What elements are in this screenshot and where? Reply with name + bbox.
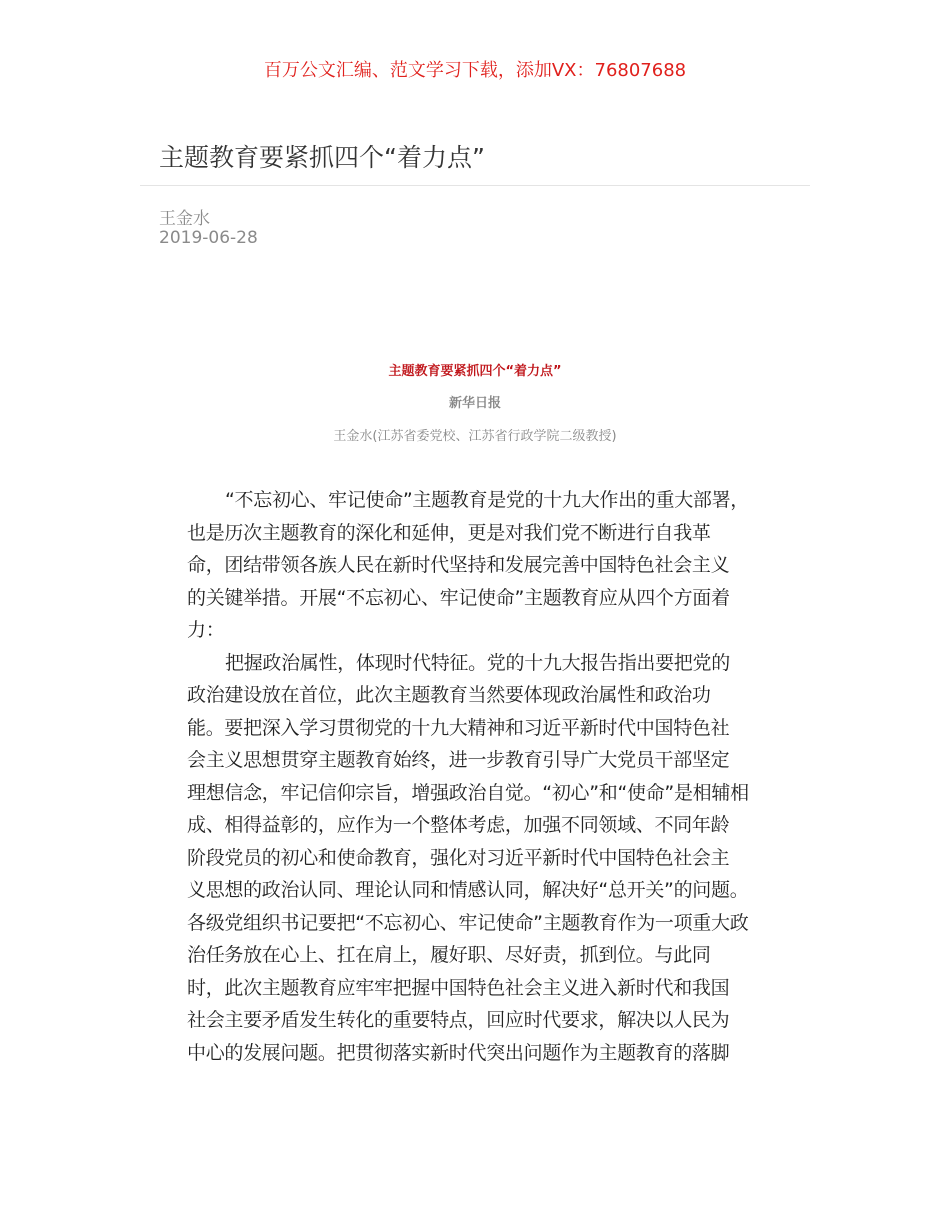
content-author-line: 王金水(江苏省委党校、江苏省行政学院二级教授) bbox=[333, 429, 617, 444]
body-line: 政治建设放在首位，此次主题教育当然要体现政治属性和政治功 bbox=[187, 684, 711, 706]
body-line: 理想信念，牢记信仰宗旨，增强政治自觉。“初心”和“使命”是相辅相 bbox=[187, 781, 749, 804]
body-line: 会主义思想贯穿主题教育始终，进一步教育引导广大党员干部坚定 bbox=[187, 749, 730, 771]
article-title: 主题教育要紧抓四个“着力点” bbox=[159, 143, 485, 172]
title-divider bbox=[140, 185, 810, 186]
article-body bbox=[187, 484, 777, 1069]
body-line: 命，团结带领各族人民在新时代坚持和发展完善中国特色社会主义 bbox=[187, 554, 730, 576]
body-line: 力： bbox=[187, 619, 225, 641]
body-line: “不忘初心、牢记使命”主题教育是党的十九大作出的重大部署， bbox=[225, 489, 749, 511]
content-source: 新华日报 bbox=[448, 396, 501, 411]
body-line: 成、相得益彰的，应作为一个整体考虑，加强不同领域、不同年龄 bbox=[187, 814, 730, 836]
body-line: 各级党组织书记要把“不忘初心、牢记使命”主题教育作为一项重大政 bbox=[187, 911, 749, 934]
body-line: 社会主要矛盾发生转化的重要特点，回应时代要求，解决以人民为 bbox=[187, 1009, 730, 1031]
article-author: 王金水 bbox=[159, 209, 210, 229]
body-line: 把握政治属性，体现时代特征。党的十九大报告指出要把党的 bbox=[225, 651, 730, 674]
body-line: 阶段党员的初心和使命教育，强化对习近平新时代中国特色社会主 bbox=[187, 846, 730, 869]
body-line: 中心的发展问题。把贯彻落实新时代突出问题作为主题教育的落脚 bbox=[187, 1041, 730, 1064]
body-line: 义思想的政治认同、理论认同和情感认同，解决好“总开关”的问题。 bbox=[187, 879, 749, 901]
body-line: 的关键举措。开展“不忘初心、牢记使命”主题教育应从四个方面着 bbox=[187, 586, 730, 609]
content-title: 主题教育要紧抓四个“着力点” bbox=[388, 364, 562, 379]
body-line: 也是历次主题教育的深化和延伸，更是对我们党不断进行自我革 bbox=[187, 521, 711, 544]
body-line: 时，此次主题教育应牢牢把握中国特色社会主义进入新时代和我国 bbox=[187, 976, 730, 999]
article-date: 2019-06-28 bbox=[159, 228, 258, 248]
body-line: 治任务放在心上、扛在肩上，履好职、尽好责，抓到位。与此同 bbox=[187, 944, 711, 966]
promo-banner: 百万公文汇编、范文学习下载，添加VX：76807688 bbox=[263, 60, 687, 81]
body-line: 能。要把深入学习贯彻党的十九大精神和习近平新时代中国特色社 bbox=[187, 716, 730, 739]
